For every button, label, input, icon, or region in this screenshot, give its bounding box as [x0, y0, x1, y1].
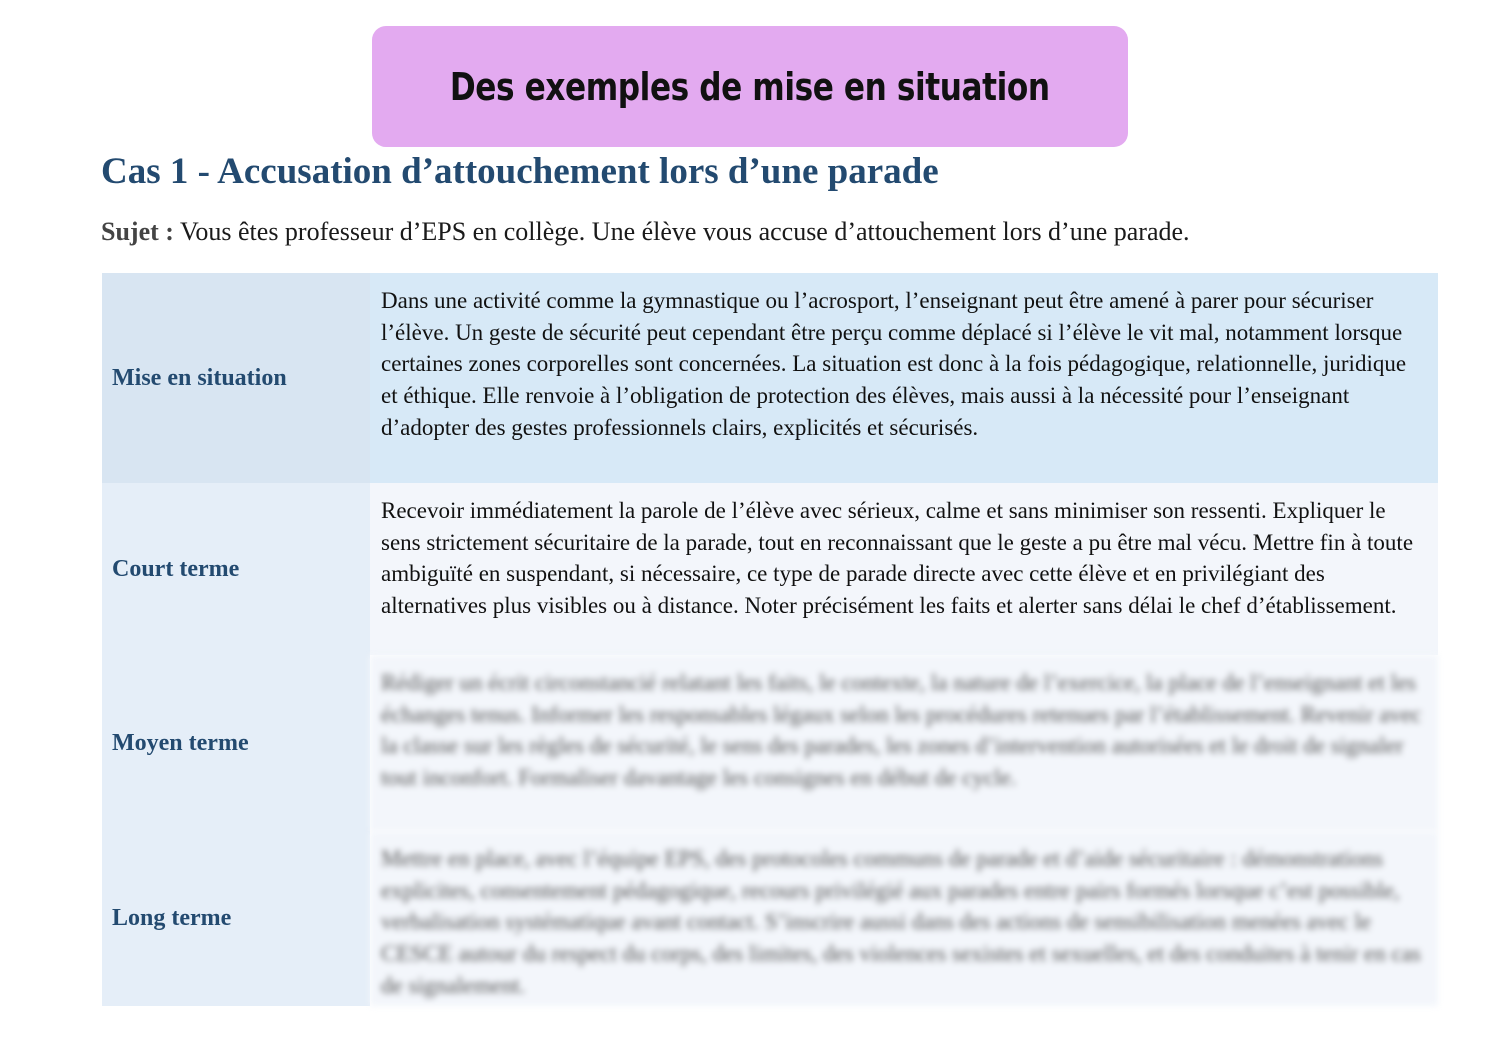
row-label: Court terme: [102, 483, 370, 655]
row-text: Recevoir immédiatement la parole de l’élève avec sérieux, calme et sans minimiser son ressenti. Expliquer le sens strictement sécuritaire de la parade, tout en reconnaissant que le geste a pu être mal vécu. Mettre fin à toute ambiguïté en suspendant, si nécessaire, ce type de parade directe avec cette élève et en privilégiant des alternatives plus visibles ou à distance. Noter précisément les faits et alerter sans délai le chef d’établissement.: [370, 483, 1438, 655]
row-text-blurred: Mettre en place, avec l’équipe EPS, des protocoles communs de parade et d’aide sécuritaire : démonstrations explicites, consentement pédagogique, recours privilégié aux parades entre pairs formés lorsque c’est possible, verbalisation systématique avant contact. S’inscrire aussi dans des actions de sensibilisation menées avec le CESCE autour du respect du corps, des limites, des violences sexistes et sexuelles, et des conduites à tenir en cas de signalement.: [370, 831, 1438, 1006]
subject-line: [101, 217, 1190, 247]
banner-title: Des exemples de mise en situation: [450, 64, 1050, 109]
row-text: Dans une activité comme la gymnastique ou l’acrosport, l’enseignant peut être amené à parer pour sécuriser l’élève. Un geste de sécurité peut cependant être perçu comme déplacé si l’élève le vit mal, notamment lorsque certaines zones corporelles sont concernées. La situation est donc à la fois pédagogique, relationnelle, juridique et éthique. Elle renvoie à l’obligation de protection des élèves, mais aussi à la nécessité pour l’enseignant d’adopter des gestes professionnels clairs, explicités et sécurisés.: [370, 273, 1438, 483]
row-label: Long terme: [102, 831, 370, 1006]
row-text-blurred: Rédiger un écrit circonstancié relatant les faits, le contexte, la nature de l’exercice, la place de l’enseignant et les échanges tenus. Informer les responsables légaux selon les procédures retenues par l’établissement. Revenir avec la classe sur les règles de sécurité, le sens des parades, les zones d’intervention autorisées et le droit de signaler tout inconfort. Formaliser davantage les consignes en début de cycle.: [370, 655, 1438, 831]
table-row-long-terme: [102, 831, 1438, 1006]
subject-label: Sujet :: [101, 217, 174, 246]
row-label: Mise en situation: [102, 273, 370, 483]
row-label: Moyen terme: [102, 655, 370, 831]
subject-text: Vous êtes professeur d’EPS en collège. Une élève vous accuse d’attouchement lors d’une parade.: [173, 217, 1190, 246]
banner: [372, 26, 1128, 147]
table-row-moyen-terme: [102, 655, 1438, 831]
table-row-court-terme: [102, 483, 1438, 655]
table-row-mise-en-situation: [102, 273, 1438, 483]
situation-table: [102, 273, 1438, 1006]
case-title: Cas 1 - Accusation d’attouchement lors d’une parade: [101, 151, 939, 192]
